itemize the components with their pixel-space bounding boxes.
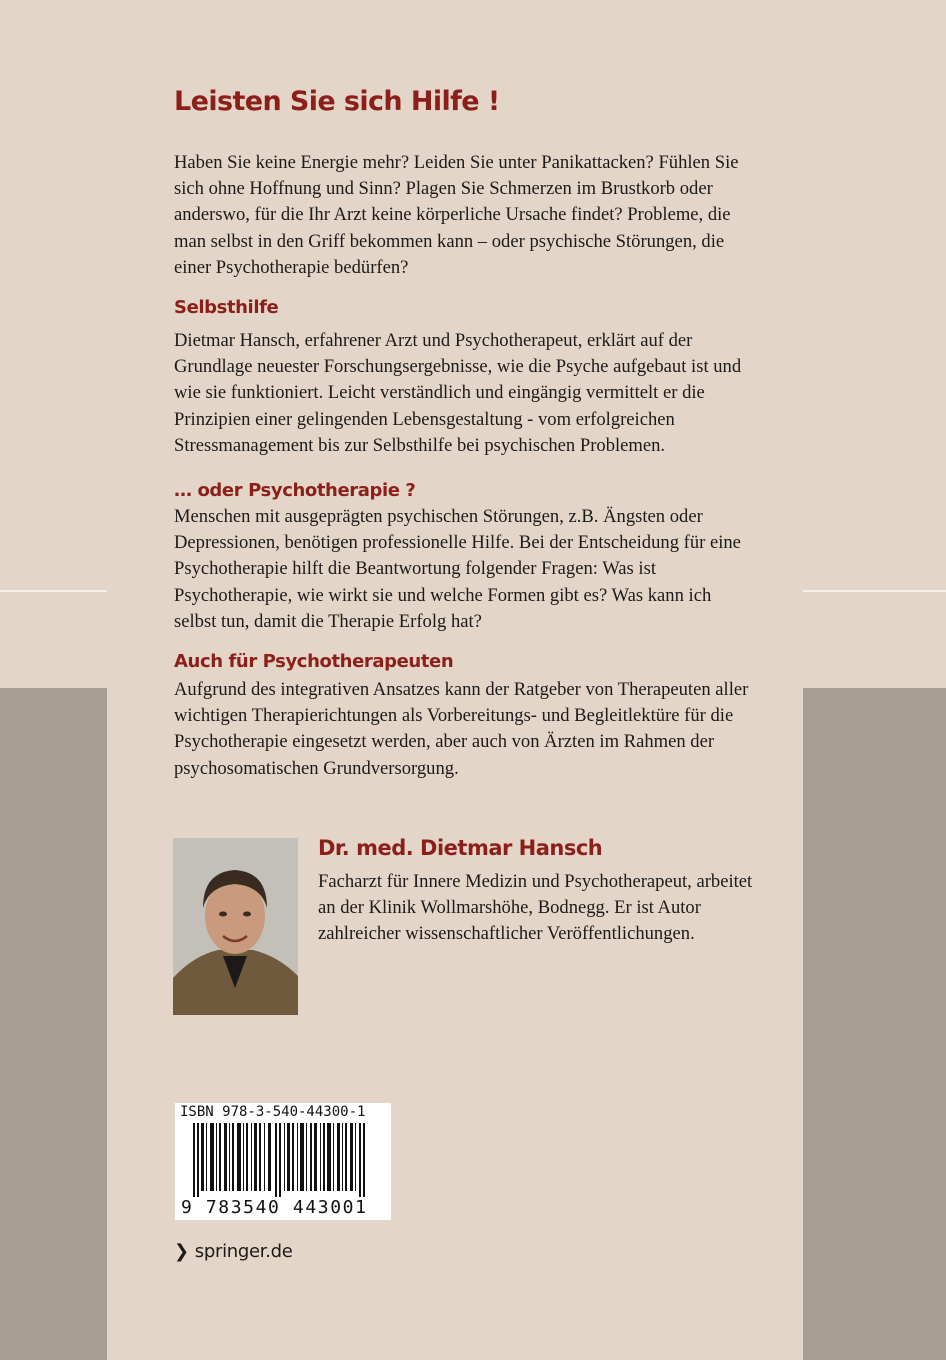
right-band [803,688,946,1360]
right-divider [803,590,946,592]
left-divider [0,590,107,592]
author-name: Dr. med. Dietmar Hansch [318,836,603,860]
chevron-right-icon: ❯ [174,1241,189,1262]
page-title: Leisten Sie sich Hilfe ! [174,86,500,117]
author-portrait-icon [173,838,298,1015]
section-heading-psychotherapie: … oder Psychotherapie ? [174,480,416,501]
ean-digits: 9 783540 443001 [181,1197,368,1218]
section-heading-selbsthilfe: Selbsthilfe [174,297,279,318]
author-bio: Facharzt für Innere Medizin und Psychotherapeut, arbeitet an der Klinik Wollmarshöhe, Bodnegg. Er ist Autor zahlreicher wissenschaftlicher Veröffentlichungen. [318,871,753,945]
author-photo [173,838,298,1015]
intro-text: Haben Sie keine Energie mehr? Leiden Sie unter Panikattacken? Fühlen Sie sich ohne Hoffnung und Sinn? Plagen Sie Schmerzen im Brustkorb oder anderswo, für die Ihr Arzt keine körperliche Ursache findet? Probleme, die man selbst in den Griff bekommen kann – oder psychische Störungen, die einer Psychotherapie bedürfen? [174,152,739,278]
isbn-label: ISBN 978-3-540-44300-1 [180,1104,366,1120]
section-text-psychotherapie: Menschen mit ausgeprägten psychischen Störungen, z.B. Ängsten oder Depressionen, benötigen professionelle Hilfe. Bei der Entscheidung für eine Psychotherapie hilft die Beantwortung folgender Fragen: Was ist Psychotherapie, wie wirkt sie und welche Formen gibt es? Was kann ich selbst tun, damit die Therapie Erfolg hat? [174,506,741,632]
section-heading-therapeuten: Auch für Psychotherapeuten [174,651,454,672]
publisher-link[interactable] [174,1241,293,1262]
left-band [0,688,107,1360]
isbn-barcode [175,1103,391,1220]
section-text-therapeuten: Aufgrund des integrativen Ansatzes kann der Ratgeber von Therapeuten aller wichtigen Therapierichtungen als Vorbereitungs- und Begleitlektüre für die Psychotherapie eingesetzt werden, aber auch von Ärzten im Rahmen der psychosomatischen Grundversorgung. [174,679,749,779]
publisher-url: springer.de [194,1241,293,1262]
section-text-selbsthilfe: Dietmar Hansch, erfahrener Arzt und Psychotherapeut, erklärt auf der Grundlage neuester Forschungsergebnisse, wie die Psyche aufgebaut ist und wie sie funktioniert. Leicht verständlich und eingängig vermittelt er die Prinzipien einer gelingenden Lebensgestaltung - vom erfolgreichen Stressmanagement bis zur Selbsthilfe bei psychischen Problemen. [174,330,742,456]
barcode-bars [179,1123,387,1197]
